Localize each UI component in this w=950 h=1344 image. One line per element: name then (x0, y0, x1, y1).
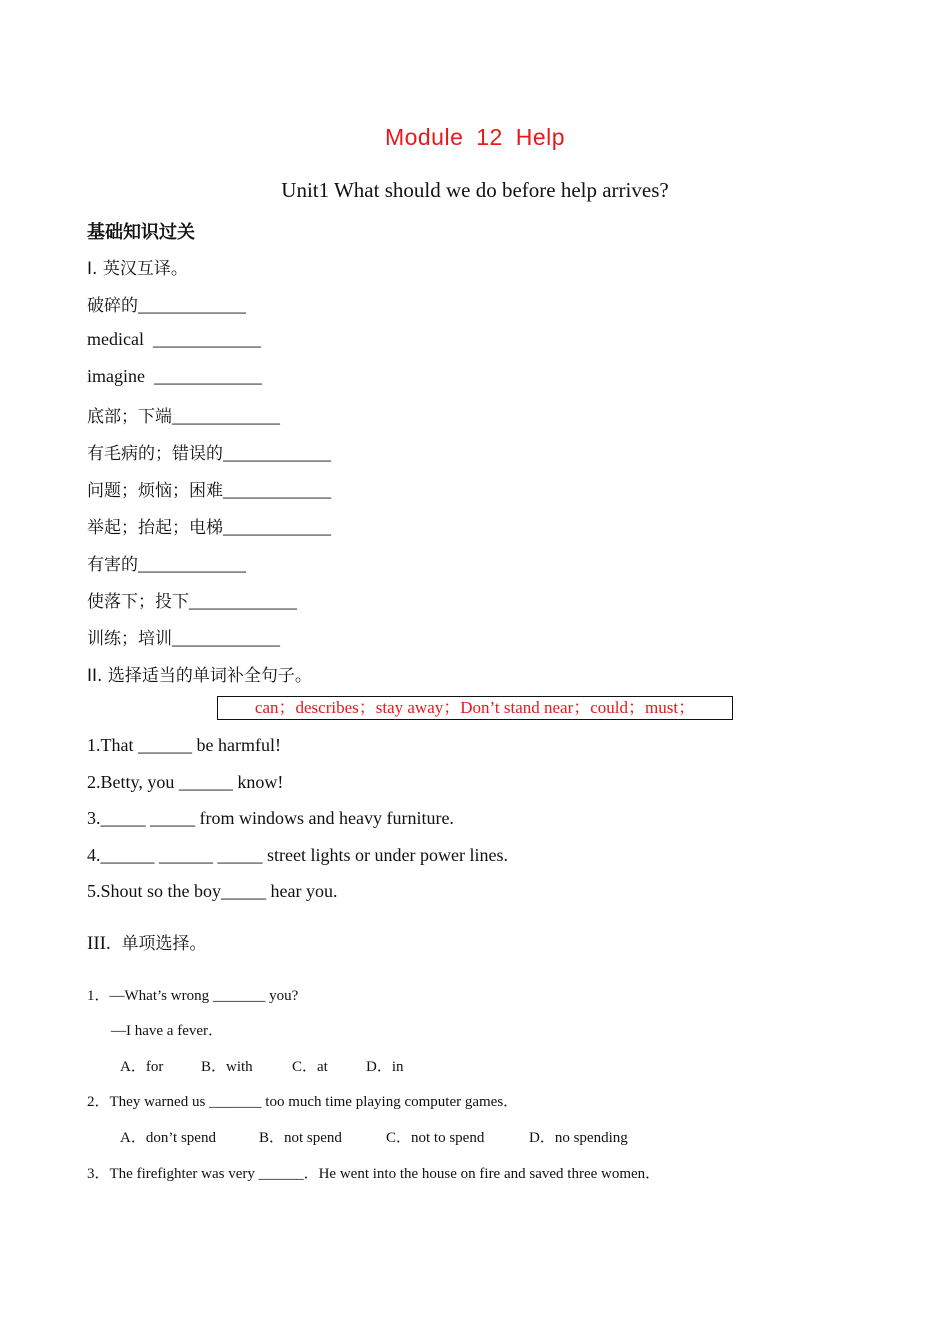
vocab-prompt: 有害的 (87, 555, 138, 575)
vocab-item-3 (87, 366, 262, 387)
fill-sentence-2: 2.Betty, you ______ know! (87, 772, 284, 792)
vocab-blank[interactable]: ____________ (138, 554, 246, 574)
vocab-item-1 (87, 291, 246, 316)
vocab-item-2 (87, 329, 261, 350)
vocab-item-10 (87, 624, 280, 649)
unit-subtitle: Unit1 What should we do before help arrives? (281, 178, 669, 202)
mc-question-2: 2．They warned us _______ too much time playing computer games． (87, 1094, 519, 1110)
vocab-blank[interactable]: ____________ (172, 628, 280, 648)
vocab-item-7 (87, 513, 331, 538)
vocab-item-6 (87, 476, 331, 501)
vocab-prompt: 训练；培训 (87, 629, 172, 649)
fill-sentence-3: 3._____ _____ from windows and heavy furniture. (87, 808, 454, 828)
page-title: Module 12 Help (384, 124, 566, 150)
fill-sentence-4: 4.______ ______ _____ street lights or under power lines. (87, 845, 508, 865)
vocab-blank[interactable]: ____________ (189, 591, 297, 611)
section1-label: I. 英汉互译。 (87, 259, 188, 279)
vocab-prompt: 有毛病的；错误的 (87, 444, 223, 464)
section-heading: 基础知识过关 (87, 222, 195, 243)
vocab-item-4 (87, 402, 280, 427)
vocab-prompt: 使落下；投下 (87, 592, 189, 612)
section3-text: 单项选择。 (121, 934, 207, 954)
mc-reply-1: —I have a fever． (111, 1023, 224, 1039)
vocab-blank[interactable]: ____________ (223, 480, 331, 500)
mc-option[interactable]: B．with (201, 1059, 253, 1075)
vocab-prompt: 破碎的 (87, 296, 138, 316)
vocab-prompt: medical (87, 329, 153, 349)
vocab-item-9 (87, 587, 297, 612)
mc-option[interactable]: B．not spend (259, 1130, 342, 1146)
vocab-prompt: 举起；抬起；电梯 (87, 518, 223, 538)
mc-option[interactable]: C．not to spend (386, 1130, 485, 1146)
vocab-prompt: imagine (87, 366, 154, 386)
mc-question-1: 1．—What’s wrong _______ you? (87, 988, 299, 1004)
vocab-blank[interactable]: ____________ (223, 443, 331, 463)
vocab-blank[interactable]: ____________ (153, 366, 262, 386)
mc-option[interactable]: D．in (366, 1059, 404, 1075)
mc-option[interactable]: C．at (292, 1059, 328, 1075)
mc-question-3: 3．The firefighter was very ______．He went into the house on fire and saved three women． (87, 1166, 661, 1182)
section3-roman: III. (87, 933, 111, 954)
vocab-item-8 (87, 550, 246, 575)
mc-option[interactable]: A．for (120, 1059, 164, 1075)
vocab-prompt: 问题；烦恼；困难 (87, 481, 223, 501)
mc-option[interactable]: A．don’t spend (120, 1130, 216, 1146)
vocab-blank[interactable]: ____________ (138, 295, 246, 315)
section3-label (87, 929, 206, 955)
vocab-blank[interactable]: ____________ (223, 517, 331, 537)
fill-sentence-1: 1.That ______ be harmful! (87, 735, 281, 755)
section2-label: II. 选择适当的单词补全句子。 (87, 666, 312, 686)
mc-option[interactable]: D．no spending (529, 1130, 628, 1146)
vocab-blank[interactable]: ____________ (152, 329, 261, 349)
word-bank-box: can；describes；stay away；Don’t stand near；could；must； (217, 696, 733, 720)
vocab-prompt: 底部；下端 (87, 407, 172, 427)
fill-sentence-5: 5.Shout so the boy_____ hear you. (87, 881, 338, 901)
vocab-item-5 (87, 439, 331, 464)
vocab-blank[interactable]: ____________ (172, 406, 280, 426)
